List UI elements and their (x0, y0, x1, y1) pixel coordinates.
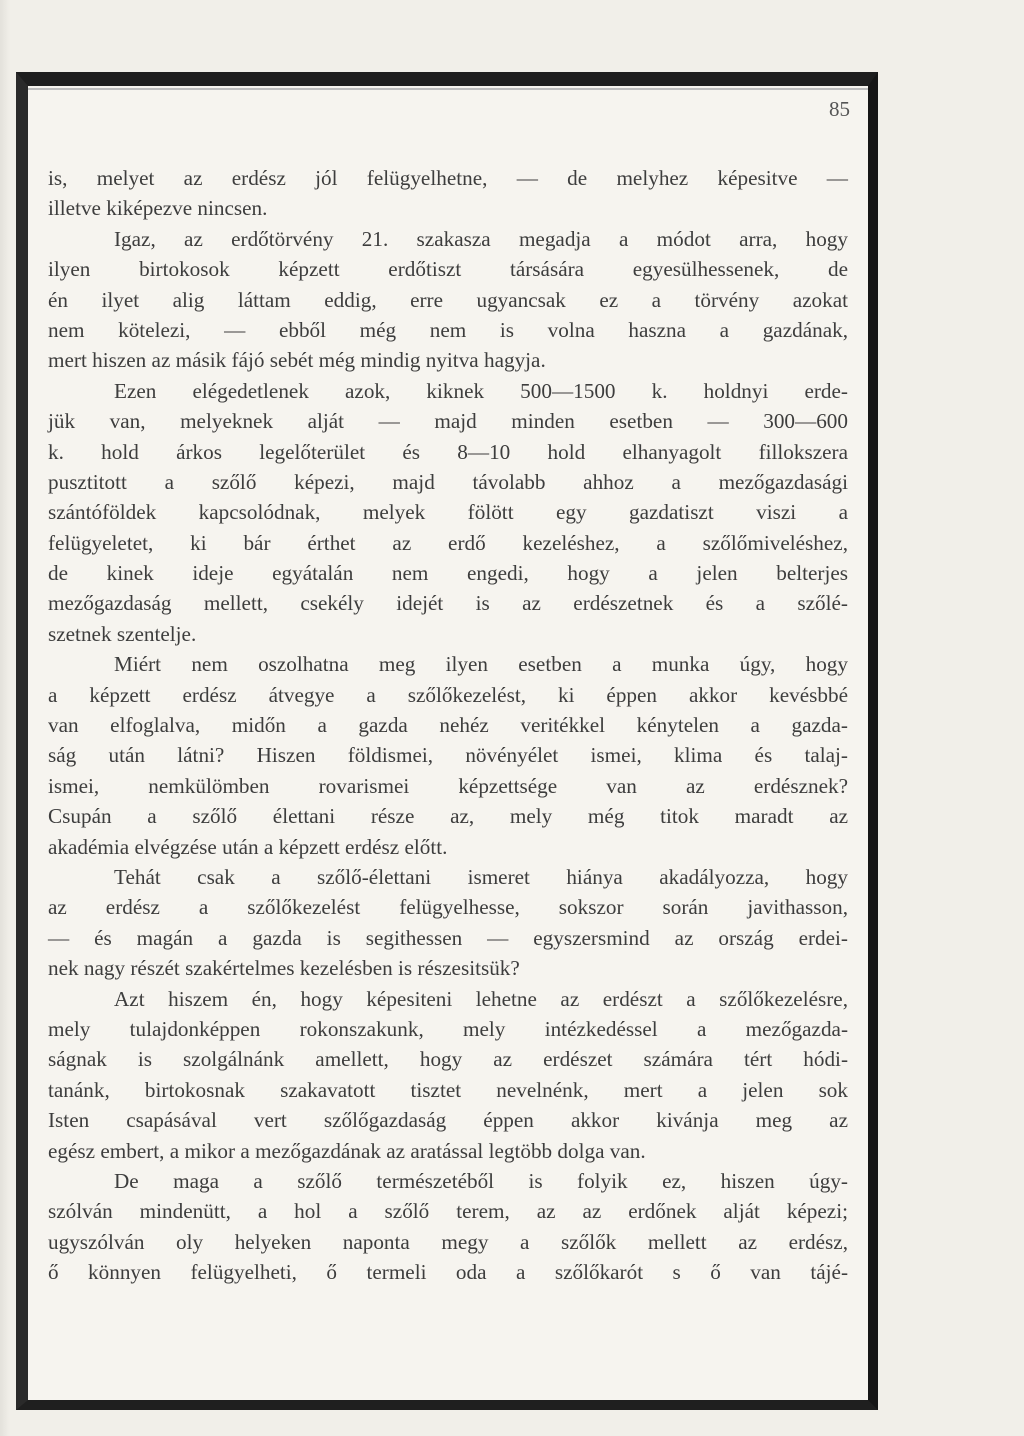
text-line: felügyeletet, ki bár érthet az erdő kezeléshez, a szőlőmiveléshez, (48, 530, 848, 555)
text-line: a képzett erdész átvegye a szőlőkezelést, ki éppen akkor kevésbbé (48, 682, 848, 707)
text-line: ilyen birtokosok képzett erdőtiszt társására egyesülhessenek, de (48, 257, 848, 282)
text-line: nem kötelezi, — ebből még nem is volna haszna a gazdának, (48, 317, 848, 342)
text-line: mert hiszen az másik fájó sebét még mindig nyitva hagyja. (48, 348, 546, 373)
body-text (48, 163, 848, 1287)
text-line: Ezen elégedetlenek azok, kiknek 500—1500 k. holdnyi erde- (114, 378, 848, 403)
text-line: az erdész a szőlőkezelést felügyelhesse, sokszor során javithasson, (48, 895, 848, 920)
text-line: mezőgazdaság mellett, csekély idejét is az erdészetnek és a szőlé- (48, 591, 848, 616)
text-line: k. hold árkos legelőterület és 8—10 hold elhanyagolt fillokszera (48, 439, 848, 464)
text-line: ságnak is szolgálnánk amellett, hogy az erdészet számára tért hódi- (48, 1047, 848, 1072)
text-line: ugyszólván oly helyeken naponta megy a szőlők mellett az erdész, (48, 1229, 848, 1254)
text-line: szántóföldek kapcsolódnak, melyek fölött egy gazdatiszt viszi a (48, 500, 848, 525)
text-line: ismei, nemkülömben rovarismei képzettsége van az erdésznek? (48, 773, 848, 798)
text-line: Igaz, az erdőtörvény 21. szakasza megadja a módot arra, hogy (114, 226, 848, 251)
text-line: egész embert, a mikor a mezőgazdának az aratással legtöbb dolga van. (48, 1138, 646, 1163)
text-line: akadémia elvégzése után a képzett erdész előtt. (48, 834, 448, 859)
text-line: De maga a szőlő természetéből is folyik ez, hiszen úgy- (114, 1168, 848, 1193)
page-number: 85 (829, 97, 850, 121)
text-line: ő könnyen felügyelheti, ő termeli oda a szőlőkarót s ő van tájé- (48, 1260, 848, 1285)
text-line: illetve kiképezve nincsen. (48, 196, 268, 221)
text-line: pusztitott a szőlő képezi, majd távolabb ahhoz a mezőgazdasági (48, 469, 848, 494)
text-line: nek nagy részét szakértelmes kezelésben is részesitsük? (48, 956, 520, 981)
text-line: Miért nem oszolhatna meg ilyen esetben a munka úgy, hogy (114, 652, 848, 677)
text-line: Tehát csak a szőlő-élettani ismeret hiánya akadályozza, hogy (114, 864, 848, 889)
text-line: szólván mindenütt, a hol a szőlő terem, az az erdőnek alját képezi; (48, 1199, 848, 1224)
text-line: de kinek ideje egyátalán nem engedi, hogy a jelen belterjes (48, 561, 848, 586)
text-line: Azt hiszem én, hogy képesiteni lehetne az erdészt a szőlőkezelésre, (114, 986, 848, 1011)
scan-edge-shadow (0, 0, 10, 1436)
text-line: Csupán a szőlő élettani része az, mely még titok maradt az (48, 804, 848, 829)
text-line: van elfoglalva, midőn a gazda nehéz veritékkel kénytelen a gazda- (48, 713, 848, 738)
text-line: is, melyet az erdész jól felügyelhetne, — de melyhez képesitve — (48, 166, 848, 190)
text-line: én ilyet alig láttam eddig, erre ugyancsak ez a törvény azokat (48, 287, 848, 312)
text-line: Isten csapásával vert szőlőgazdaság éppen akkor kivánja meg az (48, 1108, 848, 1133)
text-line: mely tulajdonképpen rokonszakunk, mely intézkedéssel a mezőgazda- (48, 1016, 848, 1041)
text-line: szetnek szentelje. (48, 621, 197, 646)
text-line: jük van, melyeknek alját — majd minden esetben — 300—600 (48, 409, 848, 434)
text-line: tanánk, birtokosnak szakavatott tisztet nevelnénk, mert a jelen sok (48, 1077, 848, 1102)
text-line: — és magán a gazda is segithessen — egyszersmind az ország erdei- (48, 925, 848, 950)
text-line: ság után látni? Hiszen földismei, növényélet ismei, klima és talaj- (48, 743, 848, 768)
